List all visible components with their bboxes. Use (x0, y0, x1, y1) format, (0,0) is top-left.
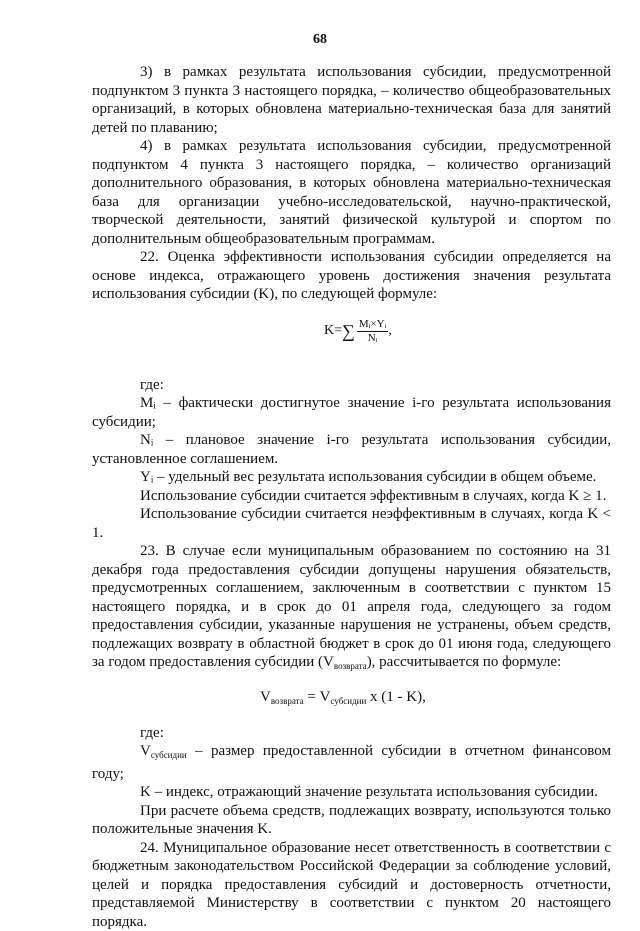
formula-fraction (357, 318, 389, 345)
paragraph-24: 24. Муниципальное образование несет ответственность в соответствии с бюджетным законодательством Российской Федерации за соблюдение условий, целей и порядка предоставления субсидий и достоверность отчетности, представляемой Министерству в соответствии с пунктом 20 настоящего порядка. (92, 839, 611, 931)
formula-efficiency-index (92, 310, 611, 368)
definition-k: K – индекс, отражающий значение результата использования субсидии. (92, 783, 611, 802)
formula-numerator: Mᵢ×Yᵢ (357, 318, 389, 332)
formula-refund: $V_{возврата} = V_{субсидии}$ x (1 - K), (92, 676, 611, 724)
definition-y: Yᵢ – удельный вес результата использования субсидии в общем объеме. (92, 468, 611, 487)
where-label-2: где: (92, 724, 611, 743)
list-item-4: 4) в рамках результата использования субсидии, предусмотренной подпунктом 4 пункта 3 настоящего порядка, – количество организаций дополнительного образования, в которых обновлена материально-техническая база для организации учебно-исследовательской, научно-практической, творческой деятельности, занятий физической культурой и спортом по дополнительным общеобразовательным программам. (92, 137, 611, 248)
inefficient-condition: Использование субсидии считается неэффективным в случаях, когда K < 1. (92, 505, 611, 542)
paragraph-22: 22. Оценка эффективности использования субсидии определяется на основе индекса, отражающего уровень достижения значения результата использования субсидии (K), по следующей формуле: (92, 248, 611, 304)
where-label-1: где: (92, 376, 611, 395)
efficient-condition: Использование субсидии считается эффективным в случаях, когда K ≥ 1. (92, 487, 611, 506)
definition-m: Mᵢ – фактически достигнутое значение i-го результата использования субсидии; (92, 394, 611, 431)
list-item-3: 3) в рамках результата использования субсидии, предусмотренной подпунктом 3 пункта 3 настоящего порядка, – количество общеобразовательных организаций, в которых обновлена материально-техническая база для занятий детей по плаванию; (92, 63, 611, 137)
formula-lhs: K= (324, 322, 342, 341)
formula-denominator: Nᵢ (368, 332, 378, 345)
formula-tail: , (388, 322, 392, 341)
paragraph-23: 23. В случае если муниципальным образованием по состоянию на 31 декабря года предоставления субсидии допущены нарушения обязательств, предусмотренных соглашением, заключенным в соответствии с пунктом 15 настоящего порядка, и в срок до 01 апреля года, следующего за годом предоставления субсидии, указанные нарушения не устранены, объем средств, подлежащих возврату в областной бюджет в срок до 01 июня года, следующего за годом предоставления субсидии $(V_{возврата})$, рассчитывается по формуле: (92, 542, 611, 676)
sigma-symbol: ∑ (342, 322, 355, 341)
definition-v: $V_{субсидии}$ – размер предоставленной субсидии в отчетном финансовом году; (92, 742, 611, 783)
definition-n: Nᵢ – плановое значение i-го результата использования субсидии, установленное соглашением. (92, 431, 611, 468)
calculation-note: При расчете объема средств, подлежащих возврату, используются только положительные значения K. (92, 802, 611, 839)
document-body (92, 63, 611, 931)
page-number: 68 (0, 32, 640, 48)
